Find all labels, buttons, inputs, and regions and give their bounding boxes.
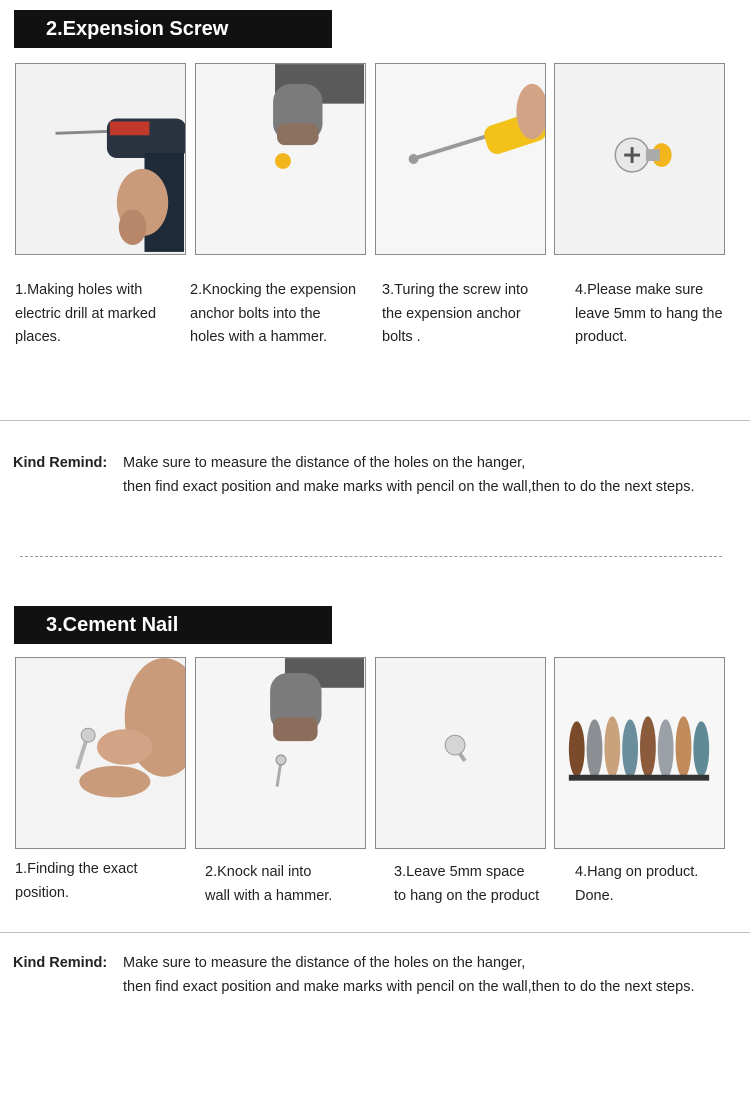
hand-holding-nail-photo (15, 657, 186, 849)
step-caption: 1.Finding the exact position. (15, 861, 138, 901)
kind-remind-text (123, 452, 743, 499)
step-caption: 2.Knocking the expension anchor bolts into the holes with a hammer. (190, 282, 357, 345)
kind-remind-line: then find exact position and make marks with pencil on the wall,then to do the next steps. (123, 478, 695, 495)
kind-remind-line: then find exact position and make marks with pencil on the wall,then to do the next steps. (123, 978, 695, 995)
kind-remind-text (123, 952, 743, 999)
hammer-nail-photo (195, 657, 366, 849)
dashed-divider (20, 556, 722, 557)
section-title-cement-nail: 3.Cement Nail (14, 606, 332, 644)
divider (0, 932, 750, 933)
screwdriver-photo (375, 63, 546, 255)
feather-hanger-photo (554, 657, 725, 849)
kind-remind-line: Make sure to measure the distance of the holes on the hanger, (123, 455, 526, 471)
hammer-anchor-photo (195, 63, 366, 255)
section-title-expension-screw: 2.Expension Screw (14, 10, 332, 48)
kind-remind-label: Kind Remind: (13, 955, 108, 971)
step-caption: 2.Knock nail into wall with a hammer. (205, 864, 333, 904)
step-caption: 1.Making holes with electric drill at marked places. (15, 282, 157, 345)
kind-remind-label: Kind Remind: (13, 455, 108, 471)
step-caption: 4.Please make sure leave 5mm to hang the product. (575, 282, 723, 345)
nail-in-wall-photo (375, 657, 546, 849)
screw-in-wall-photo (554, 63, 725, 255)
step-caption: 4.Hang on product. Done. (575, 864, 699, 904)
divider (0, 420, 750, 421)
step-caption: 3.Turing the screw into the expension anchor bolts . (382, 282, 529, 345)
electric-drill-photo (15, 63, 186, 255)
kind-remind-line: Make sure to measure the distance of the holes on the hanger, (123, 955, 526, 971)
step-caption: 3.Leave 5mm space to hang on the product (394, 864, 540, 904)
